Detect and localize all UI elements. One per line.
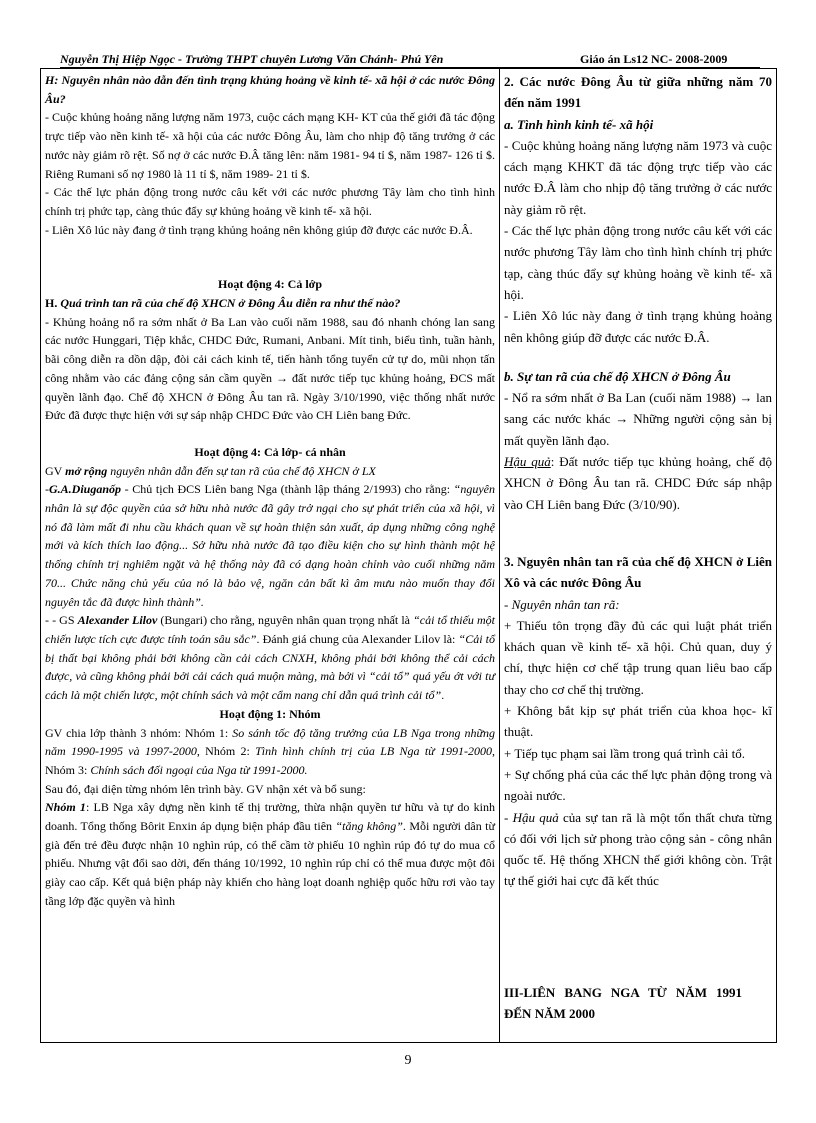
section-heading: 2. Các nước Đông Âu từ giữa những năm 70 đến năm 1991 [504,74,772,111]
paragraph: - Nổ ra sớm nhất ở Ba Lan (cuối năm 1988) → lan sang các nước khác → Những người cộng sản bị mất quyền lãnh đạo. [504,390,772,448]
column-divider [499,69,500,1042]
content-column [504,71,772,1024]
lilov-paragraph: - - GS Alexander Lilov (Bungari) cho rằng, nguyên nhân quan trọng nhất là “cải tổ thiếu một chiến lược tích cực được tính toán sâu sắc”. Đánh giá chung của Alexander Lilov là: “Cải tổ bị thất bại không phải bởi không cần cải cách CNXH, không phải bởi không thể cải cách được, và cũng không phải bởi cải cách quá muộn màng, mà bởi vì “cải tổ” quá yếu ớt với tư cách là một chiến lược, một chính sách và một cẩm nang chỉ dẫn quá trình cải tổ”. [45,613,496,703]
activity-heading: Hoạt động 4: Cả lớp- cá nhân [194,444,346,459]
paragraph: - Các thế lực phản động trong nước câu kết với các nước phương Tây làm cho tình hình chính trị phức tạp, càng thúc đẩy sự khủng hoảng về kinh tế- xã hội. [45,185,495,218]
paragraph: - Hậu quả của sự tan rã là một tổn thất chưa từng có đối với lịch sử phong trào cộng sản - công nhân quốc tế. Hệ thống XHCN thế giới không còn. Trật tự thế giới hai cực đã kết thúc [504,809,772,889]
subsection-heading: a. Tình hình kinh tế- xã hội [504,116,654,132]
section-heading: 3. Nguyên nhân tan rã của chế độ XHCN ở Liên Xô và các nước Đông Âu [504,553,772,591]
paragraph: Hậu quả: Đất nước tiếp tục khủng hoảng, chế độ XHCN ở Đông Âu tan rã. CHDC Đức sáp nhập vào CH Liên bang Đức (3/10/90). [504,454,772,512]
paragraph: - Liên Xô lúc này đang ở tình trạng khủng hoảng nên không giúp đỡ được các nước Đ.Â. [504,308,772,345]
group-1-paragraph: Nhóm 1: LB Nga xây dựng nền kinh tế thị trường, thừa nhận quyền tư hữu và tự do kinh doanh. Tổng thống Bôrit Enxin áp dụng biện pháp đầu tiên “tăng không”. Mỗi người dân từ già đến trẻ đều được nhận 10 nghìn rúp, có thể cầm tờ phiếu 10 nghìn rúp đó tự do mua cổ phiếu. Nhưng vật đổi sao dời, đến tháng 10/1992, 10 nghìn rúp chỉ có thể mua được một đôi giày cao cấp. Kết quả biện pháp này khiến cho hàng loạt doanh nghiệp quốc hữu rơi vào tay tầng lớp đặc quyền và hình [45,800,495,908]
paragraph: + Không bắt kịp sự phát triển của khoa học- kĩ thuật. [504,703,772,740]
subsection-heading: b. Sự tan rã của chế độ XHCN ở Đông Âu [504,368,731,384]
page-number: 9 [404,1053,412,1068]
activity-heading: Hoạt động 1: Nhóm [219,706,321,721]
header-course: Giáo án Ls12 NC- 2008-2009 [580,52,728,66]
group-assignment: GV chia lớp thành 3 nhóm: Nhóm 1: So sánh tốc độ tăng trưởng của LB Nga trong những năm 1990-1995 và 1997-2000, Nhóm 2: Tình hình chính trị của LB Nga từ 1991-2000, Nhóm 3: Chính sách đối ngoại của Nga từ 1991-2000. [45,725,495,777]
paragraph: - Khủng hoảng nổ ra sớm nhất ở Ba Lan vào cuối năm 1988, sau đó nhanh chóng lan sang các nước Hunggari, Tiệp khắc, CHDC Đức, Rumani, Anbani. Mít tinh, biểu tình, tuần hành, bãi công diễn ra dồn dập, đòi cải cách kinh tế, tiến hành tổng tuyển cử tự do, mũi nhọn tấn công nhằm vào các đảng cộng sản cầm quyền → đất nước tiếp tục khủng hoảng, ĐCS mất quyền lãnh đạo. Chế độ XHCN ở Đông Âu tan rã. Ngày 3/10/1990, việc thống nhất nước Đức đã được thực hiện với sự sáp nhập CHDC Đức vào CH Liên bang Đức. [45,314,495,423]
paragraph: - Nguyên nhân tan rã: [504,596,620,612]
teacher-activities-column [45,71,495,911]
gv-note: GV mở rộng nguyên nhân dẫn đến sự tan rã của chế độ XHCN ở LX [45,463,376,478]
paragraph: - Cuộc khủng hoảng năng lượng năm 1973 và cuộc cách mạng KHKT đã tác động trực tiếp vào các nước Đ.Â làm cho nhịp độ tăng trưởng ở các nước này giảm rõ rệt. [504,137,772,217]
paragraph: - Các thế lực phản động trong nước câu kết với các nước phương Tây làm cho tình hình chính trị phức tạp, càng thúc đẩy sự khủng hoảng về kinh tế- xã hội. [504,223,772,302]
page-header [60,52,760,69]
activity-heading: Hoạt động 4: Cả lớp [218,277,322,292]
paragraph: + Sự chống phá của các thế lực phản động trong và ngoài nước. [504,766,772,804]
question-1: H: Nguyên nhân nào dẫn đến tình trạng khủng hoảng về kinh tế- xã hội ở các nước Đông Âu? [45,73,495,106]
paragraph: - Cuộc khủng hoảng năng lượng năm 1973, cuộc cách mạng KH- KT của thế giới đã tác động trực tiếp vào nền kinh tế- xã hội của các nước Đông Âu, làm cho nhịp độ tăng trưởng ở các nước này giảm rõ rệt. Số nợ ở các nước Đ.Â tăng lên: năm 1981- 94 tỉ $, năm 1987- 126 tỉ $. Riêng Rumani số nợ 1980 là 11 tỉ $, năm 1989- 21 tỉ $. [45,110,495,181]
section-heading: III-LIÊN BANG NGA TỪ NĂM 1991 ĐẾN NĂM 2000 [504,984,742,1021]
diuganov-paragraph: -G.A.Diuganốp - Chủ tịch ĐCS Liên bang Nga (thành lập tháng 2/1993) cho rằng: “nguyên nhân là sự độc quyền của sở hữu nhà nước đã gây trở ngại cho sự phát triển của xã hội, vì nó đã làm mất đi nhu cầu khách quan về sự hoàn thiện sản xuất, áp dụng những công nghệ mới và kích thích lao động... Sở hữu nhà nước đã tạo điều kiện cho sự hình thành một hệ thống chính trị nghiêm ngặt và hệ thống này đã có dạng hoàn chỉnh vào cuối những năm 70... Chức năng chủ yếu của nó là bảo vệ, ngăn cản bất kì âm mưu nào muốn thay đổi nguyên tắc đã được hình thành”. [45,482,495,609]
paragraph: Sau đó, đại diện từng nhóm lên trình bày. GV nhận xét và bổ sung: [45,781,366,796]
question-2: H. Quá trình tan rã của chế độ XHCN ở Đông Âu diễn ra như thế nào? [45,296,401,311]
lesson-table [40,68,777,1043]
paragraph: - Liên Xô lúc này đang ở tình trạng khủng hoảng nên không giúp đỡ được các nước Đ.Â. [45,222,473,237]
header-author: Nguyễn Thị Hiệp Ngọc - Trường THPT chuyên Lương Văn Chánh- Phú Yên [60,52,444,66]
paragraph: + Tiếp tục phạm sai lầm trong quá trình cải tổ. [504,745,745,761]
paragraph: + Thiếu tôn trọng đầy đủ các qui luật phát triển khách quan về kinh tế- xã hội. Chủ quan, duy ý chí, thực hiện cơ chế tập trung quan liêu bao cấp thay cho cơ chế thị trường. [504,617,772,697]
